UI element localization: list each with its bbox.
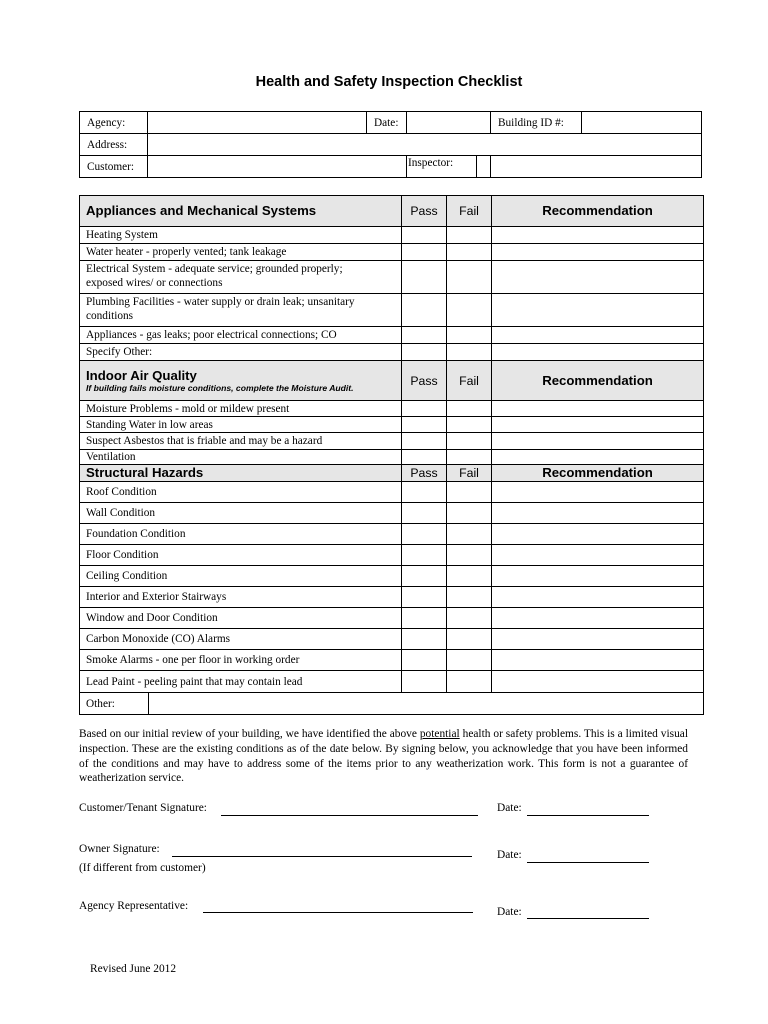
recommendation-cell[interactable] [492,261,704,294]
recommendation-cell[interactable] [492,608,704,629]
checklist-row [80,566,704,587]
recommendation-cell[interactable] [492,401,704,417]
pass-cell[interactable] [402,327,447,344]
pass-header: Pass [402,465,447,482]
owner-date-label: Date: [497,849,522,861]
agency-field[interactable] [148,112,367,134]
customer-signature-line[interactable] [221,815,478,816]
fail-cell[interactable] [447,244,492,261]
pass-cell[interactable] [402,524,447,545]
checklist-row [80,344,704,361]
fail-cell[interactable] [447,650,492,671]
pass-cell[interactable] [402,344,447,361]
recommendation-cell[interactable] [492,587,704,608]
item-label: Plumbing Facilities - water supply or drain leak; unsanitary conditions [80,294,402,327]
owner-signature-label: Owner Signature: [79,843,160,855]
item-label: Foundation Condition [80,524,402,545]
address-field[interactable] [148,134,702,156]
date-field[interactable] [407,112,491,134]
recommendation-cell[interactable] [492,566,704,587]
fail-header: Fail [447,465,492,482]
customer-field[interactable] [148,156,407,178]
checklist-row [80,261,704,294]
recommendation-cell[interactable] [492,629,704,650]
item-label: Standing Water in low areas [80,417,402,433]
pass-cell[interactable] [402,261,447,294]
recommendation-cell[interactable] [492,482,704,503]
item-label: Moisture Problems - mold or mildew present [80,401,402,417]
pass-cell[interactable] [402,545,447,566]
recommendation-cell[interactable] [492,503,704,524]
pass-cell[interactable] [402,294,447,327]
recommendation-cell[interactable] [492,244,704,261]
section-title-appliances: Appliances and Mechanical Systems [80,196,402,227]
pass-cell[interactable] [402,608,447,629]
section-note: If building fails moisture conditions, complete the Moisture Audit. [86,382,354,393]
fail-cell[interactable] [447,227,492,244]
checklist-row [80,227,704,244]
checklist-row [80,503,704,524]
disclaimer-paragraph [79,727,688,786]
recommendation-cell[interactable] [492,433,704,450]
fail-cell[interactable] [447,671,492,693]
section-header-appliances [80,196,704,227]
agency-representative-label: Agency Representative: [79,900,189,912]
checklist-row [80,671,704,693]
inspector-label [407,156,491,178]
agency-representative-line[interactable] [203,912,473,913]
header-info-table [79,111,702,178]
recommendation-cell[interactable] [492,671,704,693]
fail-cell[interactable] [447,545,492,566]
item-label: Ceiling Condition [80,566,402,587]
item-label: Appliances - gas leaks; poor electrical connections; CO [80,327,402,344]
fail-cell[interactable] [447,401,492,417]
item-label: Heating System [80,227,402,244]
recommendation-cell[interactable] [492,545,704,566]
pass-header: Pass [402,361,447,401]
fail-cell[interactable] [447,629,492,650]
checklist-row [80,433,704,450]
fail-cell[interactable] [447,294,492,327]
pass-cell[interactable] [402,566,447,587]
agency-date-line[interactable] [527,918,649,919]
other-label: Other: [80,693,149,715]
fail-header: Fail [447,196,492,227]
section-header-structural [80,465,704,482]
item-label: Specify Other: [80,344,402,361]
pass-cell[interactable] [402,450,447,465]
fail-cell[interactable] [447,327,492,344]
recommendation-cell[interactable] [492,344,704,361]
disclaimer-text-1: Based on our initial review of your building, we have identified the above [79,728,420,740]
pass-cell[interactable] [402,227,447,244]
recommendation-cell[interactable] [492,294,704,327]
fail-cell[interactable] [447,608,492,629]
checklist-row [80,524,704,545]
item-label: Wall Condition [80,503,402,524]
section-title-air-quality [80,361,402,401]
item-label: Ventilation [80,450,402,465]
checklist-row [80,450,704,465]
date-label: Date: [367,112,407,134]
revision-note: Revised June 2012 [90,963,177,975]
item-label: Water heater - properly vented; tank leakage [80,244,402,261]
section-header-air-quality [80,361,704,401]
recommendation-header: Recommendation [492,465,704,482]
owner-signature-line[interactable] [172,856,472,857]
fail-cell[interactable] [447,503,492,524]
item-label: Electrical System - adequate service; grounded properly; exposed wires/ or connections [80,261,402,294]
item-label: Smoke Alarms - one per floor in working order [80,650,402,671]
inspector-label-text: Inspector: [407,156,477,177]
disclaimer-emphasis: potential [419,728,460,740]
checklist-row [80,244,704,261]
fail-cell[interactable] [447,566,492,587]
checklist-row [80,294,704,327]
other-row [80,693,704,715]
recommendation-cell[interactable] [492,450,704,465]
recommendation-cell[interactable] [492,524,704,545]
recommendation-cell[interactable] [492,227,704,244]
customer-label: Customer: [80,156,148,178]
pass-cell[interactable] [402,650,447,671]
pass-cell[interactable] [402,587,447,608]
building-id-field[interactable] [582,112,702,134]
fail-cell[interactable] [447,344,492,361]
checklist-row [80,401,704,417]
other-field[interactable] [149,693,704,715]
fail-cell[interactable] [447,587,492,608]
recommendation-cell[interactable] [492,417,704,433]
fail-header: Fail [447,361,492,401]
checklist-row [80,608,704,629]
recommendation-header: Recommendation [492,361,704,401]
building-id-label: Building ID #: [491,112,582,134]
item-label: Carbon Monoxide (CO) Alarms [80,629,402,650]
item-label: Window and Door Condition [80,608,402,629]
customer-date-line[interactable] [527,815,649,816]
fail-cell[interactable] [447,433,492,450]
pass-cell[interactable] [402,629,447,650]
owner-date-line[interactable] [527,862,649,863]
address-label: Address: [80,134,148,156]
fail-cell[interactable] [447,482,492,503]
disclaimer-text-2: health or safety problems. This is a limited visual inspection. These are the existing conditions as of the date below. By signing below, you acknowledge that you have been informed of the conditions and may have to address some of the items prior to any weatherization work. This form is not a guarantee of weatherization service. [79,728,689,785]
checklist-row [80,417,704,433]
checklist-table [79,195,704,715]
fail-cell[interactable] [447,524,492,545]
section-title-text: Indoor Air Quality [86,367,197,383]
form-title: Health and Safety Inspection Checklist [255,74,523,90]
item-label: Suspect Asbestos that is friable and may be a hazard [80,433,402,450]
recommendation-header: Recommendation [492,196,704,227]
recommendation-cell[interactable] [492,327,704,344]
customer-date-label: Date: [497,802,522,814]
inspector-field[interactable] [491,156,702,178]
section-title-structural: Structural Hazards [80,465,402,482]
checklist-row [80,545,704,566]
recommendation-cell[interactable] [492,650,704,671]
item-label: Floor Condition [80,545,402,566]
pass-header: Pass [402,196,447,227]
item-label: Roof Condition [80,482,402,503]
agency-label: Agency: [80,112,148,134]
checklist-row [80,327,704,344]
checklist-row [80,482,704,503]
owner-signature-note: (If different from customer) [79,862,206,874]
pass-cell[interactable] [402,482,447,503]
pass-cell[interactable] [402,503,447,524]
pass-cell[interactable] [402,244,447,261]
item-label: Interior and Exterior Stairways [80,587,402,608]
customer-signature-label: Customer/Tenant Signature: [79,802,207,814]
fail-cell[interactable] [447,417,492,433]
pass-cell[interactable] [402,433,447,450]
fail-cell[interactable] [447,450,492,465]
checklist-row [80,629,704,650]
agency-date-label: Date: [497,906,522,918]
checklist-row [80,587,704,608]
pass-cell[interactable] [402,671,447,693]
item-label: Lead Paint - peeling paint that may contain lead [80,671,402,693]
fail-cell[interactable] [447,261,492,294]
pass-cell[interactable] [402,417,447,433]
checklist-row [80,650,704,671]
pass-cell[interactable] [402,401,447,417]
